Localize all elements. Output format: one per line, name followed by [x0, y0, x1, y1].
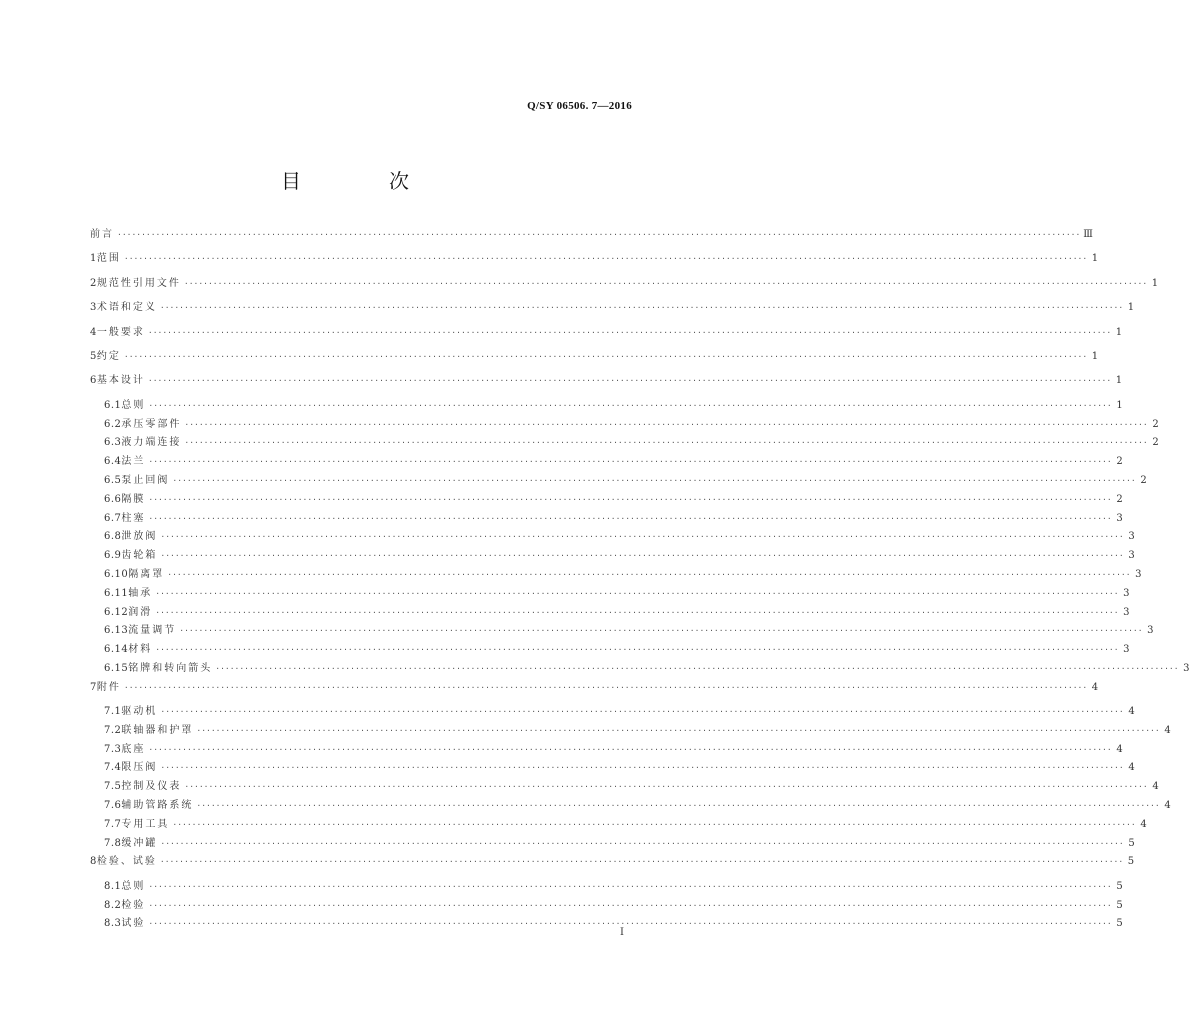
toc-entry[interactable] — [90, 880, 1123, 899]
toc-entry-label: 前言 — [90, 229, 114, 240]
toc-entry-label: 基本设计 — [96, 375, 145, 387]
toc-entry-page: 4 — [1164, 800, 1171, 812]
toc-leader-dots: ········································································································································································································ — [159, 303, 1124, 313]
toc-entry[interactable] — [90, 662, 1190, 681]
toc-entry-label: 规范性引用文件 — [96, 277, 181, 289]
toc-entry-number: 8.3 — [104, 918, 122, 930]
toc-entry-page: 2 — [1152, 437, 1159, 449]
toc-entry-page: 4 — [1116, 743, 1123, 755]
toc-entry-page: 1 — [1127, 302, 1135, 314]
toc-entry-label: 法兰 — [121, 456, 146, 468]
toc-entry-page: 2 — [1152, 418, 1159, 430]
toc-leader-dots: ········································································································································································································ — [148, 457, 1112, 467]
toc-entry-number: 7.4 — [104, 762, 122, 774]
toc-entry-number: 8 — [90, 856, 97, 868]
toc-entry[interactable] — [90, 301, 1135, 325]
toc-leader-dots: ········································································································································································································ — [148, 494, 1112, 504]
toc-entry-label: 流量调节 — [128, 625, 177, 637]
toc-entry[interactable] — [90, 624, 1154, 643]
toc-entry-page: 5 — [1116, 899, 1123, 911]
toc-entry-number: 7 — [90, 681, 97, 693]
toc-entry[interactable] — [90, 799, 1171, 818]
toc-entry-page: 4 — [1091, 681, 1099, 693]
toc-entry[interactable] — [90, 474, 1147, 493]
toc-entry-label: 总则 — [121, 399, 146, 411]
toc-leader-dots: ········································································································································································································ — [160, 838, 1124, 848]
toc-entry[interactable] — [90, 818, 1147, 837]
toc-entry-number: 4 — [90, 326, 97, 338]
toc-entry-number: 7.7 — [104, 818, 122, 830]
toc-entry-label: 术语和定义 — [96, 302, 157, 314]
toc-entry[interactable] — [90, 549, 1135, 568]
toc-entry-number: 8.2 — [104, 899, 122, 911]
toc-entry-page: 4 — [1152, 781, 1159, 793]
toc-leader-dots: ········································································································································································································ — [184, 419, 1148, 429]
toc-entry-page: 3 — [1183, 662, 1190, 674]
toc-entry[interactable] — [90, 252, 1099, 276]
toc-leader-dots: ········································································································································································································ — [148, 744, 1112, 754]
toc-entry-number: 7.1 — [104, 706, 122, 718]
toc-entry-page: 5 — [1127, 856, 1135, 868]
toc-entry-number: 3 — [90, 302, 97, 314]
toc-entry-label: 铭牌和转向箭头 — [128, 662, 213, 674]
toc-entry-label: 辅助管路系统 — [121, 800, 194, 812]
toc-leader-dots: ········································································································································································································ — [167, 569, 1131, 579]
toc-entry-page: 1 — [1091, 350, 1099, 362]
toc-entry[interactable] — [90, 780, 1159, 799]
standard-code: Q/SY 06506. 7—2016 — [527, 100, 632, 112]
toc-entry-number: 6.15 — [104, 662, 129, 674]
toc-entry-page: 3 — [1123, 606, 1130, 618]
toc-leader-dots: ········································································································································································································ — [148, 919, 1112, 929]
toc-entry-label: 限压阀 — [121, 762, 158, 774]
toc-entry-number: 8.1 — [104, 880, 122, 892]
toc-entry-label: 齿轮箱 — [121, 550, 158, 562]
toc-entry-label: 附件 — [96, 681, 121, 693]
toc-entry-number: 2 — [90, 277, 97, 289]
toc-entry-page: 4 — [1164, 724, 1171, 736]
toc-entry-label: 总则 — [121, 880, 146, 892]
toc-entry-number: 7.6 — [104, 800, 122, 812]
toc-leader-dots: ········································································································································································································ — [160, 763, 1124, 773]
toc-entry-label: 液力端连接 — [121, 437, 182, 449]
toc-entry-page: 3 — [1128, 550, 1135, 562]
toc-leader-dots: ········································································································································································································ — [196, 801, 1160, 811]
toc-entry-label: 泄放阀 — [121, 531, 158, 543]
toc-entry[interactable] — [90, 587, 1130, 606]
toc-leader-dots: ········································································································································································································ — [147, 376, 1112, 386]
toc-leader-dots: ········································································································································································································ — [117, 230, 1081, 239]
toc-entry-label: 泵止回阀 — [121, 474, 170, 486]
toc-entry-label: 一般要求 — [96, 326, 145, 338]
toc-entry-page: 3 — [1147, 625, 1154, 637]
toc-entry-number: 6.14 — [104, 644, 129, 656]
toc-leader-dots: ········································································································································································································ — [148, 881, 1112, 891]
toc-leader-dots: ········································································································································································································ — [155, 607, 1119, 617]
toc-leader-dots: ········································································································································································································ — [184, 782, 1148, 792]
toc-entry-page: 5 — [1116, 880, 1123, 892]
toc-entry-page: 1 — [1115, 375, 1123, 387]
page-number: I — [620, 927, 624, 938]
toc-leader-dots: ········································································································································································································ — [196, 725, 1160, 735]
toc-entry-label: 润滑 — [128, 606, 153, 618]
toc-entry-page: 5 — [1128, 837, 1135, 849]
toc-leader-dots: ········································································································································································································ — [160, 532, 1124, 542]
toc-entry[interactable] — [90, 899, 1123, 918]
toc-entry-number: 5 — [90, 350, 97, 362]
toc-entry-number: 6.4 — [104, 456, 122, 468]
toc-entry-label: 驱动机 — [121, 706, 158, 718]
toc-entry-page: 1 — [1116, 399, 1123, 411]
toc-entry-number: 1 — [90, 253, 97, 265]
toc-entry[interactable] — [90, 681, 1099, 705]
toc-leader-dots: ········································································································································································································ — [183, 278, 1148, 288]
toc-entry-number: 6 — [90, 375, 97, 387]
toc-entry-label: 专用工具 — [121, 818, 170, 830]
toc-entry[interactable] — [90, 350, 1099, 374]
toc-entry[interactable] — [90, 493, 1123, 512]
toc-entry-label: 范围 — [96, 253, 121, 265]
toc-entry[interactable] — [90, 855, 1135, 879]
toc-entry[interactable] — [90, 917, 1123, 936]
toc-entry-page: 2 — [1116, 456, 1123, 468]
toc-entry-page: 1 — [1115, 326, 1123, 338]
toc-entry-page: 3 — [1123, 587, 1130, 599]
toc-entry-number: 6.1 — [104, 399, 122, 411]
toc-entry-page: 5 — [1116, 918, 1123, 930]
toc-entry[interactable] — [90, 606, 1130, 625]
toc-entry-label: 底座 — [121, 743, 146, 755]
toc-entry-number: 6.8 — [104, 531, 122, 543]
toc-entry[interactable] — [90, 326, 1123, 350]
table-of-contents — [90, 228, 1190, 936]
toc-entry-label: 缓冲罐 — [121, 837, 158, 849]
toc-entry-label: 承压零部件 — [121, 418, 182, 430]
toc-entry-number: 7.3 — [104, 743, 122, 755]
toc-entry[interactable] — [90, 436, 1159, 455]
toc-entry-number: 7.2 — [104, 724, 122, 736]
toc-entry-page: 2 — [1140, 474, 1147, 486]
toc-entry-label: 隔离罩 — [128, 568, 165, 580]
toc-leader-dots: ········································································································································································································ — [215, 663, 1179, 673]
toc-entry[interactable] — [90, 418, 1159, 437]
toc-entry-label: 材料 — [128, 644, 153, 656]
toc-entry[interactable] — [90, 761, 1135, 780]
toc-leader-dots: ········································································································································································································ — [172, 819, 1136, 829]
toc-leader-dots: ········································································································································································································ — [159, 857, 1124, 867]
toc-entry[interactable] — [90, 568, 1142, 587]
toc-entry[interactable] — [90, 399, 1123, 418]
toc-entry[interactable] — [90, 724, 1171, 743]
toc-entry-page: 3 — [1116, 512, 1123, 524]
toc-entry[interactable] — [90, 228, 1093, 252]
toc-entry-number: 6.6 — [104, 493, 122, 505]
toc-leader-dots: ········································································································································································································ — [123, 682, 1088, 692]
toc-entry[interactable] — [90, 643, 1130, 662]
toc-leader-dots: ········································································································································································································ — [184, 438, 1148, 448]
toc-entry-label: 隔膜 — [121, 493, 146, 505]
toc-entry-number: 6.13 — [104, 625, 129, 637]
toc-entry-label: 试验 — [121, 918, 146, 930]
page-title: 目 次 — [281, 169, 443, 193]
toc-entry-label: 约定 — [96, 350, 121, 362]
toc-leader-dots: ········································································································································································································ — [155, 645, 1119, 655]
toc-leader-dots: ········································································································································································································ — [160, 707, 1124, 717]
toc-entry[interactable] — [90, 837, 1135, 856]
toc-leader-dots: ········································································································································································································ — [179, 626, 1143, 636]
toc-entry-number: 6.10 — [104, 568, 129, 580]
toc-leader-dots: ········································································································································································································ — [148, 900, 1112, 910]
toc-entry-number: 7.5 — [104, 781, 122, 793]
toc-entry-page: 3 — [1135, 568, 1142, 580]
toc-leader-dots: ········································································································································································································ — [123, 351, 1088, 361]
toc-leader-dots: ········································································································································································································ — [148, 400, 1112, 410]
toc-entry-page: 3 — [1123, 644, 1130, 656]
toc-entry[interactable] — [90, 530, 1135, 549]
toc-entry[interactable] — [90, 455, 1123, 474]
toc-leader-dots: ········································································································································································································ — [148, 513, 1112, 523]
toc-entry-page: 1 — [1151, 277, 1159, 289]
toc-entry-number: 6.12 — [104, 606, 129, 618]
toc-entry-page: 4 — [1128, 706, 1135, 718]
toc-leader-dots: ········································································································································································································ — [147, 327, 1112, 337]
toc-entry-page: 2 — [1116, 493, 1123, 505]
toc-leader-dots: ········································································································································································································ — [172, 475, 1136, 485]
toc-leader-dots: ········································································································································································································ — [155, 588, 1119, 598]
toc-entry-label: 柱塞 — [121, 512, 146, 524]
toc-entry-page: 4 — [1128, 762, 1135, 774]
toc-entry-number: 6.7 — [104, 512, 122, 524]
toc-entry-label: 轴承 — [128, 587, 153, 599]
toc-entry-number: 6.3 — [104, 437, 122, 449]
toc-entry[interactable] — [90, 512, 1123, 531]
toc-entry[interactable] — [90, 277, 1159, 301]
toc-entry[interactable] — [90, 705, 1135, 724]
toc-entry-number: 6.5 — [104, 474, 122, 486]
toc-entry-page: 1 — [1091, 253, 1099, 265]
toc-leader-dots: ········································································································································································································ — [160, 551, 1124, 561]
toc-entry-label: 控制及仪表 — [121, 781, 182, 793]
toc-entry-number: 6.2 — [104, 418, 122, 430]
toc-entry-page: 3 — [1128, 531, 1135, 543]
toc-entry-label: 联轴器和护罩 — [121, 724, 194, 736]
toc-entry[interactable] — [90, 743, 1123, 762]
toc-entry-number: 6.11 — [104, 587, 129, 599]
toc-entry-number: 7.8 — [104, 837, 122, 849]
toc-entry-number: 6.9 — [104, 550, 122, 562]
toc-entry[interactable] — [90, 374, 1123, 398]
toc-entry-page: Ⅲ — [1083, 229, 1093, 240]
toc-entry-label: 检验 — [121, 899, 146, 911]
toc-entry-page: 4 — [1140, 818, 1147, 830]
toc-entry-label: 检验、试验 — [96, 856, 157, 868]
toc-leader-dots: ········································································································································································································ — [123, 254, 1088, 264]
